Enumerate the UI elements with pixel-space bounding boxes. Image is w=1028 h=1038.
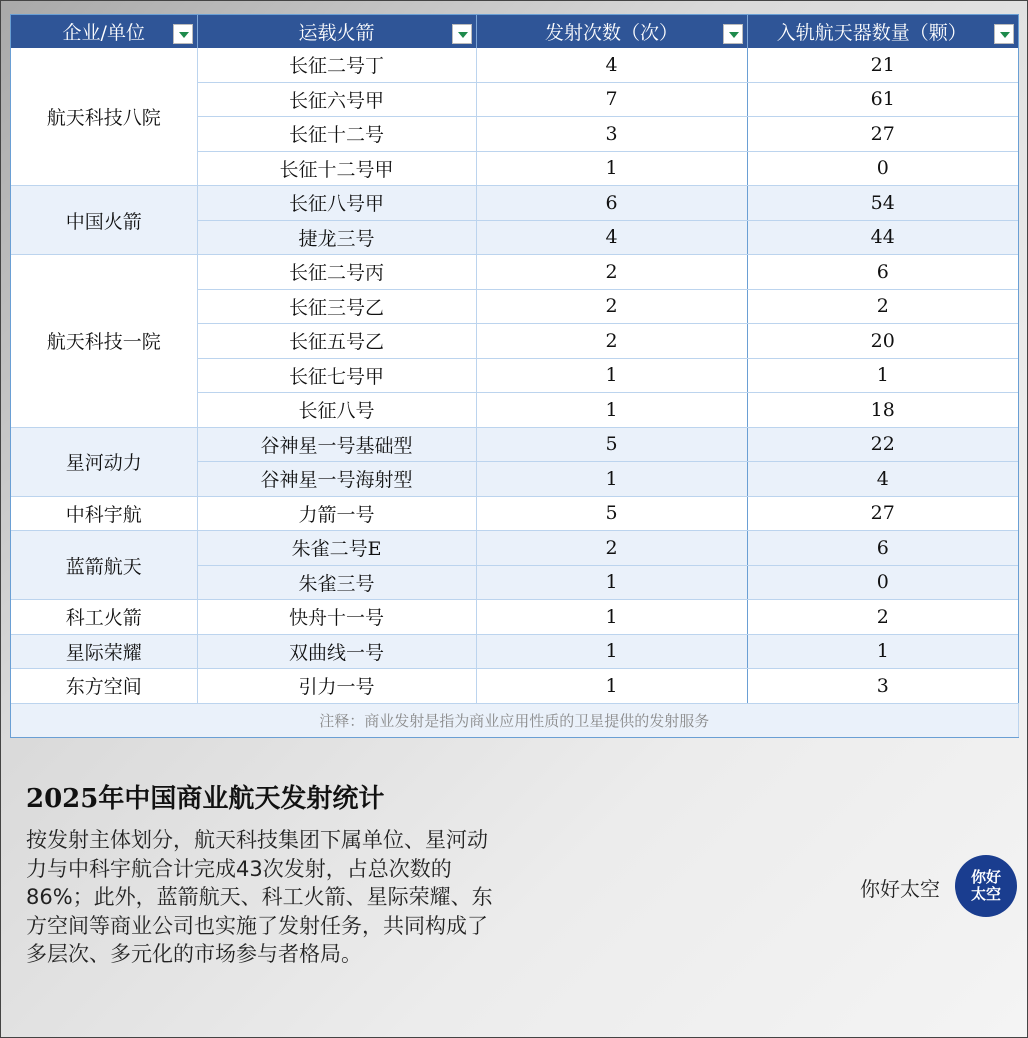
rocket-cell: 谷神星一号海射型 — [197, 462, 476, 497]
table-row — [11, 427, 1018, 462]
launches-cell: 1 — [476, 151, 747, 186]
spacecraft-cell: 20 — [747, 324, 1018, 359]
launches-cell: 5 — [476, 496, 747, 531]
rocket-cell: 引力一号 — [197, 669, 476, 704]
launch-stats-table — [10, 14, 1019, 738]
launches-cell: 1 — [476, 634, 747, 669]
launches-cell: 1 — [476, 600, 747, 635]
spacecraft-cell: 4 — [747, 462, 1018, 497]
rocket-cell: 朱雀三号 — [197, 565, 476, 600]
launches-cell: 1 — [476, 358, 747, 393]
launches-cell: 4 — [476, 48, 747, 82]
header-spacecraft: 入轨航天器数量（颗） — [747, 15, 1018, 48]
spacecraft-cell: 54 — [747, 186, 1018, 221]
filter-dropdown-icon[interactable] — [994, 24, 1014, 44]
launches-cell: 6 — [476, 186, 747, 221]
unit-cell: 星际荣耀 — [11, 634, 197, 669]
header-launches: 发射次数（次） — [476, 15, 747, 48]
rocket-cell: 长征二号丙 — [197, 255, 476, 290]
page-title: 2025年中国商业航天发射统计 — [26, 784, 385, 814]
unit-cell: 航天科技八院 — [11, 48, 197, 186]
header-rocket: 运载火箭 — [197, 15, 476, 48]
launches-cell: 7 — [476, 82, 747, 117]
rocket-cell: 长征五号乙 — [197, 324, 476, 359]
rocket-cell: 捷龙三号 — [197, 220, 476, 255]
spacecraft-cell: 27 — [747, 117, 1018, 152]
description-text: 按发射主体划分，航天科技集团下属单位、星河动力与中科宇航合计完成43次发射，占总次数的86%；此外，蓝箭航天、科工火箭、星际荣耀、东方空间等商业公司也实施了发射任务，共同构成了多层次、多元化的市场参与者格局。 — [26, 828, 493, 966]
rocket-cell: 长征三号乙 — [197, 289, 476, 324]
spacecraft-cell: 0 — [747, 151, 1018, 186]
table-row — [11, 255, 1018, 290]
spacecraft-cell: 61 — [747, 82, 1018, 117]
header-unit: 企业/单位 — [11, 15, 197, 48]
table-row — [11, 634, 1018, 669]
launches-cell: 4 — [476, 220, 747, 255]
table-row — [11, 600, 1018, 635]
unit-cell: 航天科技一院 — [11, 255, 197, 428]
unit-cell: 蓝箭航天 — [11, 531, 197, 600]
spacecraft-cell: 6 — [747, 255, 1018, 290]
unit-cell: 中科宇航 — [11, 496, 197, 531]
rocket-cell: 长征八号甲 — [197, 186, 476, 221]
launches-cell: 5 — [476, 427, 747, 462]
launches-cell: 1 — [476, 669, 747, 704]
table-row — [11, 531, 1018, 566]
launches-cell: 1 — [476, 565, 747, 600]
rocket-cell: 谷神星一号基础型 — [197, 427, 476, 462]
spacecraft-cell: 18 — [747, 393, 1018, 428]
unit-cell: 中国火箭 — [11, 186, 197, 255]
unit-cell: 科工火箭 — [11, 600, 197, 635]
spacecraft-cell: 27 — [747, 496, 1018, 531]
rocket-cell: 长征十二号 — [197, 117, 476, 152]
table-row — [11, 496, 1018, 531]
spacecraft-cell: 3 — [747, 669, 1018, 704]
rocket-cell: 长征七号甲 — [197, 358, 476, 393]
spacecraft-cell: 6 — [747, 531, 1018, 566]
spacecraft-cell: 44 — [747, 220, 1018, 255]
rocket-cell: 双曲线一号 — [197, 634, 476, 669]
spacecraft-cell: 2 — [747, 600, 1018, 635]
table-row — [11, 669, 1018, 704]
rocket-cell: 长征八号 — [197, 393, 476, 428]
launches-cell: 2 — [476, 289, 747, 324]
spacecraft-cell: 0 — [747, 565, 1018, 600]
filter-dropdown-icon[interactable] — [723, 24, 743, 44]
rocket-cell: 长征二号丁 — [197, 48, 476, 82]
table-row — [11, 186, 1018, 221]
brand-logo-icon: 你好 太空 — [955, 855, 1017, 917]
rocket-cell: 长征十二号甲 — [197, 151, 476, 186]
unit-cell: 东方空间 — [11, 669, 197, 704]
spacecraft-cell: 21 — [747, 48, 1018, 82]
rocket-cell: 长征六号甲 — [197, 82, 476, 117]
rocket-cell: 快舟十一号 — [197, 600, 476, 635]
header-row — [11, 15, 1018, 48]
rocket-cell: 力箭一号 — [197, 496, 476, 531]
launches-cell: 2 — [476, 531, 747, 566]
spacecraft-cell: 2 — [747, 289, 1018, 324]
spacecraft-cell: 1 — [747, 358, 1018, 393]
spacecraft-cell: 22 — [747, 427, 1018, 462]
launches-cell: 2 — [476, 255, 747, 290]
launches-cell: 3 — [476, 117, 747, 152]
launches-cell: 1 — [476, 462, 747, 497]
table-note: 注释：商业发射是指为商业应用性质的卫星提供的发射服务 — [11, 703, 1018, 737]
launches-cell: 1 — [476, 393, 747, 428]
unit-cell: 星河动力 — [11, 427, 197, 496]
filter-dropdown-icon[interactable] — [452, 24, 472, 44]
rocket-cell: 朱雀二号E — [197, 531, 476, 566]
table-row — [11, 48, 1018, 82]
filter-dropdown-icon[interactable] — [173, 24, 193, 44]
brand-name: 你好太空 — [860, 877, 940, 901]
launches-cell: 2 — [476, 324, 747, 359]
spacecraft-cell: 1 — [747, 634, 1018, 669]
